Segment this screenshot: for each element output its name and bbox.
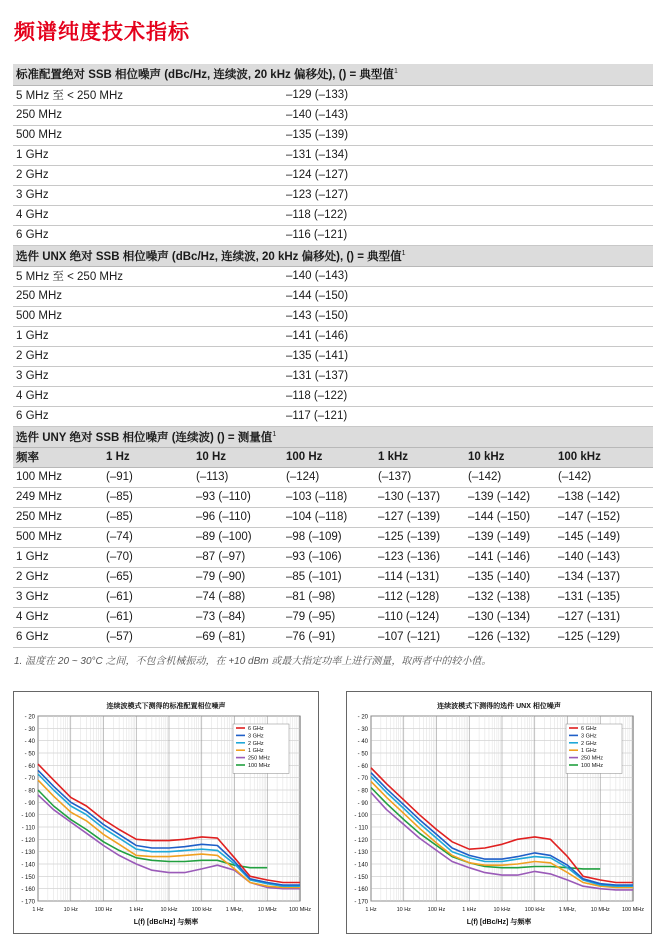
value-cell: –114 (–131) xyxy=(375,567,465,587)
y-tick-label: - 40 xyxy=(357,739,368,746)
x-tick-label: 10 kHz xyxy=(493,907,511,913)
value-cell: –103 (–118) xyxy=(283,487,375,507)
x-axis-label: L(f) [dBc/Hz] 与频率 xyxy=(133,919,199,926)
table-row xyxy=(13,125,653,145)
value-cell: (–74) xyxy=(103,527,193,547)
value-cell: –118 (–122) xyxy=(283,205,653,225)
table-row xyxy=(13,306,653,326)
y-tick-label: - 90 xyxy=(357,800,368,807)
y-tick-label: - 110 xyxy=(354,825,368,832)
value-cell: –145 (–149) xyxy=(555,527,653,547)
y-tick-label: - 120 xyxy=(354,837,368,844)
table-row xyxy=(13,567,653,587)
x-tick-label: 100 MHz xyxy=(288,907,312,913)
footnote-marker: 1 xyxy=(272,430,277,438)
table-row xyxy=(13,346,653,366)
value-cell: –123 (–136) xyxy=(375,547,465,567)
frequency-cell: 1 GHz xyxy=(13,145,283,165)
chart-unx-phase-noise xyxy=(346,691,652,934)
value-cell: –74 (–88) xyxy=(193,587,283,607)
y-tick-label: - 90 xyxy=(24,800,35,807)
x-tick-label: 1 MHz, xyxy=(558,907,577,913)
y-tick-label: - 60 xyxy=(357,763,368,770)
x-tick-label: 1 MHz, xyxy=(225,907,244,913)
value-cell: –131 (–137) xyxy=(283,366,653,386)
y-tick-label: - 70 xyxy=(357,776,368,783)
value-cell: (–61) xyxy=(103,587,193,607)
frequency-cell: 2 GHz xyxy=(13,346,283,366)
x-tick-label: 100 kHz xyxy=(524,907,545,913)
value-cell: –89 (–100) xyxy=(193,527,283,547)
y-tick-label: - 150 xyxy=(21,874,35,881)
chart-svg-standard xyxy=(14,692,318,933)
value-cell: (–124) xyxy=(283,467,375,487)
footnote-marker: 1 xyxy=(393,68,398,76)
x-tick-label: 100 MHz xyxy=(621,907,645,913)
value-cell: –116 (–121) xyxy=(283,225,653,245)
y-tick-label: - 170 xyxy=(354,899,368,906)
table-row xyxy=(13,205,653,225)
frequency-cell: 2 GHz xyxy=(13,165,283,185)
value-cell: –117 (–121) xyxy=(283,406,653,426)
table-row xyxy=(13,185,653,205)
y-tick-label: - 160 xyxy=(21,887,35,894)
value-cell: –130 (–137) xyxy=(375,487,465,507)
y-tick-label: - 100 xyxy=(354,813,368,820)
frequency-cell: 3 GHz xyxy=(13,366,283,386)
value-cell: –140 (–143) xyxy=(555,547,653,567)
x-tick-label: 10 kHz xyxy=(160,907,178,913)
table-row xyxy=(13,487,653,507)
value-cell: –110 (–124) xyxy=(375,607,465,627)
value-cell: –125 (–139) xyxy=(375,527,465,547)
column-header: 10 kHz xyxy=(465,447,555,467)
value-cell: –132 (–138) xyxy=(465,587,555,607)
value-cell: –140 (–143) xyxy=(283,105,653,125)
frequency-cell: 6 GHz xyxy=(13,627,103,647)
y-tick-label: - 130 xyxy=(354,850,368,857)
value-cell: –141 (–146) xyxy=(283,326,653,346)
frequency-cell: 500 MHz xyxy=(13,306,283,326)
value-cell: –126 (–132) xyxy=(465,627,555,647)
value-cell: (–113) xyxy=(193,467,283,487)
value-cell: –76 (–91) xyxy=(283,627,375,647)
table-row xyxy=(13,527,653,547)
value-cell: –130 (–134) xyxy=(465,607,555,627)
frequency-cell: 1 GHz xyxy=(13,547,103,567)
legend-label: 6 GHz xyxy=(581,726,597,732)
value-cell: –127 (–131) xyxy=(555,607,653,627)
table-row xyxy=(13,467,653,487)
value-cell: –123 (–127) xyxy=(283,185,653,205)
x-tick-label: 10 Hz xyxy=(63,907,78,913)
value-cell: (–61) xyxy=(103,607,193,627)
x-tick-label: 1 Hz xyxy=(365,907,377,913)
table-row xyxy=(13,507,653,527)
value-cell: (–91) xyxy=(103,467,193,487)
value-cell: –140 (–143) xyxy=(283,266,653,286)
frequency-cell: 6 GHz xyxy=(13,406,283,426)
x-tick-label: 10 MHz xyxy=(257,907,277,913)
legend-label: 1 GHz xyxy=(248,748,264,755)
column-header-row xyxy=(13,447,653,467)
frequency-cell: 500 MHz xyxy=(13,125,283,145)
table-row xyxy=(13,547,653,567)
table-row xyxy=(13,266,653,286)
table-row xyxy=(13,406,653,426)
y-tick-label: - 30 xyxy=(357,726,368,733)
y-tick-label: - 80 xyxy=(357,788,368,795)
x-tick-label: 100 Hz xyxy=(427,907,446,913)
value-cell: (–85) xyxy=(103,507,193,527)
x-tick-label: 100 kHz xyxy=(191,907,212,913)
footnote: 1. 温度在 20 ~ 30°C 之间，不包含机械振动，在 +10 dBm 或最大指定功率上进行测量，取两者中的较小值。 xyxy=(14,656,492,667)
value-cell: –85 (–101) xyxy=(283,567,375,587)
frequency-cell: 4 GHz xyxy=(13,386,283,406)
value-cell: (–85) xyxy=(103,487,193,507)
y-tick-label: - 60 xyxy=(24,763,35,770)
value-cell: –131 (–134) xyxy=(283,145,653,165)
value-cell: –79 (–90) xyxy=(193,567,283,587)
table-row xyxy=(13,326,653,346)
legend-label: 3 GHz xyxy=(581,733,597,740)
value-cell: –107 (–121) xyxy=(375,627,465,647)
legend-label: 2 GHz xyxy=(581,740,597,747)
frequency-cell: 4 GHz xyxy=(13,607,103,627)
value-cell: –143 (–150) xyxy=(283,306,653,326)
table-row xyxy=(13,627,653,647)
value-cell: (–65) xyxy=(103,567,193,587)
value-cell: –87 (–97) xyxy=(193,547,283,567)
value-cell: –96 (–110) xyxy=(193,507,283,527)
legend-label: 2 GHz xyxy=(248,740,264,747)
value-cell: –104 (–118) xyxy=(283,507,375,527)
y-tick-label: - 20 xyxy=(24,714,35,721)
value-cell: –124 (–127) xyxy=(283,165,653,185)
column-header: 100 Hz xyxy=(283,447,375,467)
value-cell: –125 (–129) xyxy=(555,627,653,647)
table-row xyxy=(13,145,653,165)
frequency-cell: 5 MHz 至 < 250 MHz xyxy=(13,266,283,286)
table-row xyxy=(13,386,653,406)
x-tick-label: 1 kHz xyxy=(462,907,477,913)
section-heading: 标准配置绝对 SSB 相位噪声 (dBc/Hz, 连续波, 20 kHz 偏移处), () = 典型值$^1$ xyxy=(13,64,653,85)
value-cell: –112 (–128) xyxy=(375,587,465,607)
y-tick-label: - 70 xyxy=(24,776,35,783)
frequency-cell: 5 MHz 至 < 250 MHz xyxy=(13,85,283,105)
legend-label: 3 GHz xyxy=(248,733,264,740)
y-tick-label: - 100 xyxy=(21,813,35,820)
legend-label: 100 MHz xyxy=(581,763,604,769)
value-cell: –127 (–139) xyxy=(375,507,465,527)
value-cell: –81 (–98) xyxy=(283,587,375,607)
column-header: 频率 xyxy=(13,447,103,467)
y-tick-label: - 120 xyxy=(21,837,35,844)
chart-title: 连续波模式下测得的标准配置相位噪声 xyxy=(106,703,226,710)
value-cell: –98 (–109) xyxy=(283,527,375,547)
chart-standard-phase-noise xyxy=(13,691,319,934)
y-tick-label: - 40 xyxy=(24,739,35,746)
value-cell: –139 (–142) xyxy=(465,487,555,507)
x-tick-label: 1 Hz xyxy=(32,907,44,913)
value-cell: –139 (–149) xyxy=(465,527,555,547)
value-cell: –131 (–135) xyxy=(555,587,653,607)
section-heading: 选件 UNY 绝对 SSB 相位噪声 (连续波) () = 测量值$^1$ xyxy=(13,426,653,447)
y-tick-label: - 30 xyxy=(24,726,35,733)
legend-label: 250 MHz xyxy=(248,755,271,762)
value-cell: –118 (–122) xyxy=(283,386,653,406)
section-header-uny xyxy=(13,426,653,447)
y-tick-label: - 130 xyxy=(21,850,35,857)
value-cell: (–57) xyxy=(103,627,193,647)
table-row xyxy=(13,85,653,105)
value-cell: –141 (–146) xyxy=(465,547,555,567)
footnote-marker: 1 xyxy=(401,249,406,257)
value-cell: –93 (–110) xyxy=(193,487,283,507)
value-cell: –79 (–95) xyxy=(283,607,375,627)
frequency-cell: 250 MHz xyxy=(13,507,103,527)
y-tick-label: - 170 xyxy=(21,899,35,906)
y-tick-label: - 140 xyxy=(21,862,35,869)
y-tick-label: - 20 xyxy=(357,714,368,721)
frequency-cell: 6 GHz xyxy=(13,225,283,245)
section-header-1 xyxy=(13,64,653,85)
page-title: 频谱纯度技术指标 xyxy=(14,21,190,44)
value-cell: –138 (–142) xyxy=(555,487,653,507)
value-cell: –147 (–152) xyxy=(555,507,653,527)
y-tick-label: - 80 xyxy=(24,788,35,795)
value-cell: –73 (–84) xyxy=(193,607,283,627)
y-tick-label: - 110 xyxy=(21,825,35,832)
frequency-cell: 100 MHz xyxy=(13,467,103,487)
x-tick-label: 100 Hz xyxy=(94,907,113,913)
frequency-cell: 3 GHz xyxy=(13,185,283,205)
value-cell: –69 (–81) xyxy=(193,627,283,647)
y-tick-label: - 50 xyxy=(24,751,35,758)
value-cell: (–137) xyxy=(375,467,465,487)
spec-table xyxy=(13,64,653,648)
value-cell: –135 (–141) xyxy=(283,346,653,366)
value-cell: –144 (–150) xyxy=(283,286,653,306)
x-tick-label: 10 MHz xyxy=(590,907,610,913)
value-cell: (–142) xyxy=(555,467,653,487)
frequency-cell: 1 GHz xyxy=(13,326,283,346)
chart-svg-unx xyxy=(347,692,651,933)
table-row xyxy=(13,225,653,245)
legend-label: 6 GHz xyxy=(248,726,264,732)
value-cell: (–142) xyxy=(465,467,555,487)
y-tick-label: - 150 xyxy=(354,874,368,881)
value-cell: –144 (–150) xyxy=(465,507,555,527)
column-header: 10 Hz xyxy=(193,447,283,467)
section-header-2 xyxy=(13,245,653,266)
frequency-cell: 250 MHz xyxy=(13,286,283,306)
value-cell: –134 (–137) xyxy=(555,567,653,587)
value-cell: –135 (–139) xyxy=(283,125,653,145)
value-cell: –93 (–106) xyxy=(283,547,375,567)
legend-label: 100 MHz xyxy=(248,763,271,769)
legend-label: 1 GHz xyxy=(581,748,597,755)
column-header: 1 kHz xyxy=(375,447,465,467)
frequency-cell: 249 MHz xyxy=(13,487,103,507)
frequency-cell: 4 GHz xyxy=(13,205,283,225)
table-row xyxy=(13,607,653,627)
table-row xyxy=(13,587,653,607)
value-cell: –129 (–133) xyxy=(283,85,653,105)
frequency-cell: 3 GHz xyxy=(13,587,103,607)
legend-label: 250 MHz xyxy=(581,755,604,762)
value-cell: –135 (–140) xyxy=(465,567,555,587)
frequency-cell: 500 MHz xyxy=(13,527,103,547)
frequency-cell: 2 GHz xyxy=(13,567,103,587)
x-tick-label: 10 Hz xyxy=(396,907,411,913)
frequency-cell: 250 MHz xyxy=(13,105,283,125)
y-tick-label: - 50 xyxy=(357,751,368,758)
table-row xyxy=(13,366,653,386)
value-cell: (–70) xyxy=(103,547,193,567)
chart-title: 连续波模式下测得的选件 UNX 相位噪声 xyxy=(437,703,561,710)
table-row xyxy=(13,165,653,185)
column-header: 1 Hz xyxy=(103,447,193,467)
y-tick-label: - 160 xyxy=(354,887,368,894)
x-axis-label: L(f) [dBc/Hz] 与频率 xyxy=(466,919,532,926)
x-tick-label: 1 kHz xyxy=(129,907,144,913)
table-row xyxy=(13,105,653,125)
table-row xyxy=(13,286,653,306)
column-header: 100 kHz xyxy=(555,447,653,467)
section-heading: 选件 UNX 绝对 SSB 相位噪声 (dBc/Hz, 连续波, 20 kHz 偏移处), () = 典型值$^1$ xyxy=(13,245,653,266)
y-tick-label: - 140 xyxy=(354,862,368,869)
